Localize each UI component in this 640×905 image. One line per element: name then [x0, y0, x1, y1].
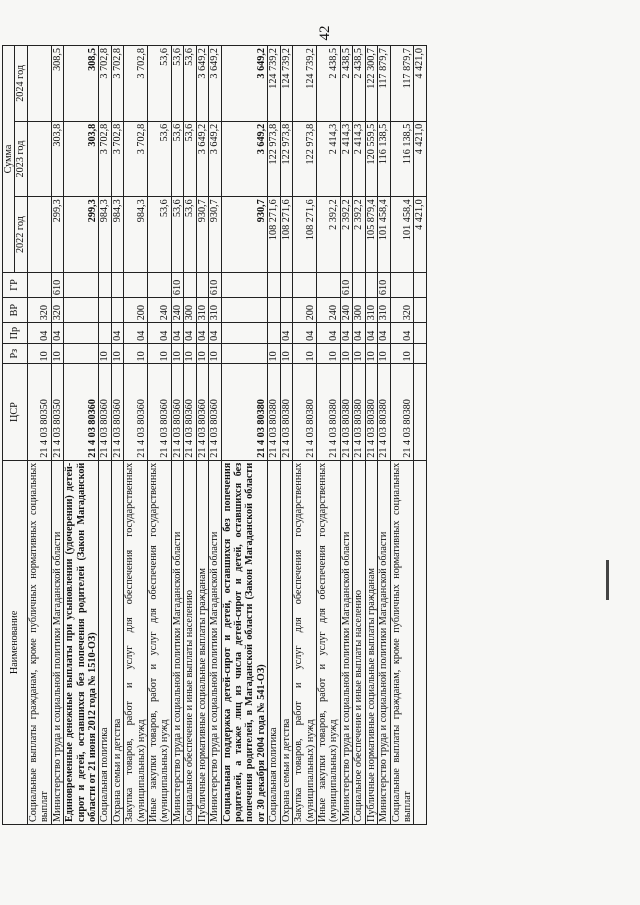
- cell-gr: [124, 272, 148, 297]
- budget-table: [2, 45, 427, 825]
- cell-gr: [221, 272, 268, 297]
- header-csr: ЦСР: [3, 364, 28, 460]
- cell-y2024: 53,6: [171, 46, 183, 122]
- cell-csr: 21 4 03 80380: [378, 364, 390, 460]
- cell-y2024: 124 739,2: [280, 46, 292, 122]
- header-pr: Пр: [3, 323, 28, 344]
- cell-y2022: 2 392,2: [316, 197, 340, 273]
- cell-vr: [414, 298, 426, 323]
- cell-pr: 04: [124, 323, 148, 344]
- table-row: [221, 46, 268, 825]
- table-header: [3, 46, 28, 825]
- cell-y2023: 122 973,8: [268, 121, 280, 197]
- cell-gr: [365, 272, 377, 297]
- cell-gr: [268, 272, 280, 297]
- header-sum: Сумма: [3, 46, 15, 273]
- cell-y2022: 105 879,4: [365, 197, 377, 273]
- cell-csr: 21 4 03 80360: [196, 364, 208, 460]
- cell-y2022: 930,7: [221, 197, 268, 273]
- table-row: [124, 46, 148, 825]
- header-gr: ГР: [3, 272, 28, 297]
- cell-y2023: 53,6: [184, 121, 196, 197]
- table-row: [99, 46, 111, 825]
- cell-name: Иные закупки товаров, работ и услуг для обеспечения государственных (муниципальных) нужд: [148, 460, 172, 824]
- table-row: [353, 46, 365, 825]
- header-vr: ВР: [3, 298, 28, 323]
- cell-gr: 610: [209, 272, 221, 297]
- cell-y2023: 2 414,3: [353, 121, 365, 197]
- cell-vr: [111, 298, 123, 323]
- table-row: [148, 46, 172, 825]
- cell-y2023: 303,8: [51, 121, 63, 197]
- cell-vr: 310: [209, 298, 221, 323]
- cell-y2022: 930,7: [209, 197, 221, 273]
- cell-y2024: [27, 46, 51, 122]
- cell-name: Социальное обеспечение и иные выплаты населению: [184, 460, 196, 824]
- cell-vr: 300: [353, 298, 365, 323]
- cell-vr: [280, 298, 292, 323]
- cell-y2024: 122 300,7: [365, 46, 377, 122]
- cell-y2023: 3 649,2: [196, 121, 208, 197]
- cell-rz: 10: [209, 343, 221, 364]
- header-name: Наименование: [3, 460, 28, 824]
- cell-name: Министерство труда и социальной политики Магаданской области: [340, 460, 352, 824]
- cell-name: Социальные выплаты гражданам, кроме публичных нормативных социальных выплат: [27, 460, 51, 824]
- cell-csr: 21 4 03 80360: [99, 364, 111, 460]
- cell-pr: 04: [209, 323, 221, 344]
- margin-mark: [606, 560, 609, 600]
- cell-vr: 310: [196, 298, 208, 323]
- cell-pr: 04: [293, 323, 317, 344]
- cell-y2023: 122 973,8: [280, 121, 292, 197]
- cell-rz: 10: [365, 343, 377, 364]
- cell-name: Министерство труда и социальной политики Магаданской области: [171, 460, 183, 824]
- cell-rz: 10: [268, 343, 280, 364]
- cell-y2022: 2 392,2: [353, 197, 365, 273]
- cell-name: Министерство труда и социальной политики Магаданской области: [51, 460, 63, 824]
- cell-gr: [148, 272, 172, 297]
- cell-y2024: 124 739,2: [268, 46, 280, 122]
- cell-y2022: 930,7: [196, 197, 208, 273]
- cell-rz: 10: [353, 343, 365, 364]
- table-row: [414, 46, 426, 825]
- cell-name: Министерство труда и социальной политики Магаданской области: [209, 460, 221, 824]
- cell-gr: [316, 272, 340, 297]
- cell-pr: 04: [111, 323, 123, 344]
- cell-y2024: 117 879,7: [390, 46, 414, 122]
- cell-y2024: 308,5: [51, 46, 63, 122]
- table-row: [64, 46, 99, 825]
- cell-vr: 320: [51, 298, 63, 323]
- cell-y2023: 116 138,5: [378, 121, 390, 197]
- cell-gr: [111, 272, 123, 297]
- cell-y2024: 2 438,5: [340, 46, 352, 122]
- cell-y2023: [27, 121, 51, 197]
- cell-rz: 10: [51, 343, 63, 364]
- cell-y2022: 53,6: [184, 197, 196, 273]
- cell-y2022: 2 392,2: [340, 197, 352, 273]
- cell-pr: 04: [27, 323, 51, 344]
- cell-y2024: 3 649,2: [196, 46, 208, 122]
- cell-rz: [221, 343, 268, 364]
- cell-rz: 10: [196, 343, 208, 364]
- cell-y2022: 4 421,0: [414, 197, 426, 273]
- cell-rz: 10: [99, 343, 111, 364]
- cell-y2022: 101 458,4: [390, 197, 414, 273]
- cell-pr: 04: [280, 323, 292, 344]
- cell-y2022: 101 458,4: [378, 197, 390, 273]
- cell-name: Единовременные денежные выплаты при усыновлении (удочерении) детей-сирот и детей, оставшихся без попечения родителей (Закон Магаданской области от 21 июня 2012 года № 1510-ОЗ): [64, 460, 99, 824]
- cell-y2022: 108 271,6: [268, 197, 280, 273]
- cell-y2023: 116 138,5: [390, 121, 414, 197]
- cell-y2023: 3 649,2: [221, 121, 268, 197]
- cell-name: Публичные нормативные социальные выплаты гражданам: [365, 460, 377, 824]
- cell-rz: 10: [148, 343, 172, 364]
- cell-gr: [99, 272, 111, 297]
- cell-vr: 320: [390, 298, 414, 323]
- cell-y2023: 2 414,3: [316, 121, 340, 197]
- cell-csr: 21 4 03 80380: [280, 364, 292, 460]
- cell-gr: [196, 272, 208, 297]
- header-2023: 2023 год: [15, 121, 27, 197]
- cell-csr: 21 4 03 80360: [184, 364, 196, 460]
- cell-y2024: 3 702,8: [111, 46, 123, 122]
- cell-y2024: 2 438,5: [316, 46, 340, 122]
- cell-rz: 10: [111, 343, 123, 364]
- cell-y2022: 108 271,6: [293, 197, 317, 273]
- cell-y2024: 53,6: [184, 46, 196, 122]
- cell-rz: 10: [27, 343, 51, 364]
- cell-gr: [184, 272, 196, 297]
- cell-pr: 04: [184, 323, 196, 344]
- cell-name: Публичные нормативные социальные выплаты гражданам: [196, 460, 208, 824]
- cell-csr: 21 4 03 80350: [27, 364, 51, 460]
- table-row: [293, 46, 317, 825]
- cell-name: Социальная поддержка детей-сирот и детей, оставшихся без попечения родителей, а также лиц из числа детей-сирот и детей, оставшихся без попечения родителей, в Магаданской области (Закон Магаданской области от 30 декабря 2004 года № 541-ОЗ): [221, 460, 268, 824]
- cell-pr: 04: [378, 323, 390, 344]
- cell-vr: [99, 298, 111, 323]
- table-row: [51, 46, 63, 825]
- cell-pr: 04: [196, 323, 208, 344]
- table-row: [268, 46, 280, 825]
- cell-pr: 04: [340, 323, 352, 344]
- cell-name: [414, 460, 426, 824]
- cell-name: Закупка товаров, работ и услуг для обеспечения государственных (муниципальных) нужд: [124, 460, 148, 824]
- cell-y2022: 299,3: [64, 197, 99, 273]
- cell-pr: 04: [353, 323, 365, 344]
- cell-y2022: 53,6: [171, 197, 183, 273]
- cell-gr: [353, 272, 365, 297]
- cell-csr: 21 4 03 80380: [316, 364, 340, 460]
- cell-rz: 10: [390, 343, 414, 364]
- cell-y2024: 117 879,7: [378, 46, 390, 122]
- cell-pr: [221, 323, 268, 344]
- cell-vr: [64, 298, 99, 323]
- cell-rz: 10: [280, 343, 292, 364]
- cell-gr: [293, 272, 317, 297]
- table-row: [111, 46, 123, 825]
- cell-y2024: 308,5: [64, 46, 99, 122]
- cell-y2023: 122 973,8: [293, 121, 317, 197]
- cell-gr: 610: [378, 272, 390, 297]
- table-row: [365, 46, 377, 825]
- cell-y2023: 4 421,0: [414, 121, 426, 197]
- header-2022: 2022 год: [15, 197, 27, 273]
- table-row: [390, 46, 414, 825]
- cell-name: Социальная политика: [268, 460, 280, 824]
- cell-csr: 21 4 03 80380: [293, 364, 317, 460]
- cell-y2023: 2 414,3: [340, 121, 352, 197]
- cell-rz: 10: [378, 343, 390, 364]
- cell-y2024: 124 739,2: [293, 46, 317, 122]
- cell-csr: 21 4 03 80360: [209, 364, 221, 460]
- cell-csr: 21 4 03 80360: [171, 364, 183, 460]
- cell-vr: 240: [171, 298, 183, 323]
- cell-y2023: 303,8: [64, 121, 99, 197]
- cell-vr: 310: [365, 298, 377, 323]
- cell-gr: 610: [51, 272, 63, 297]
- cell-name: Охрана семьи и детства: [111, 460, 123, 824]
- cell-y2022: 984,3: [111, 197, 123, 273]
- cell-gr: [280, 272, 292, 297]
- cell-pr: [64, 323, 99, 344]
- cell-pr: 04: [316, 323, 340, 344]
- cell-y2023: 53,6: [171, 121, 183, 197]
- cell-y2023: 3 702,8: [111, 121, 123, 197]
- cell-vr: 310: [378, 298, 390, 323]
- cell-vr: [221, 298, 268, 323]
- cell-csr: 21 4 03 80360: [111, 364, 123, 460]
- cell-gr: 610: [340, 272, 352, 297]
- cell-y2024: 2 438,5: [353, 46, 365, 122]
- cell-gr: [27, 272, 51, 297]
- table-row: [316, 46, 340, 825]
- cell-csr: 21 4 03 80360: [124, 364, 148, 460]
- table-row: [184, 46, 196, 825]
- cell-pr: [414, 323, 426, 344]
- cell-name: Социальное обеспечение и иные выплаты населению: [353, 460, 365, 824]
- table-row: [378, 46, 390, 825]
- cell-name: Закупка товаров, работ и услуг для обеспечения государственных (муниципальных) нужд: [293, 460, 317, 824]
- cell-y2022: [27, 197, 51, 273]
- cell-name: Министерство труда и социальной политики Магаданской области: [378, 460, 390, 824]
- cell-csr: 21 4 03 80380: [353, 364, 365, 460]
- table-row: [27, 46, 51, 825]
- cell-y2023: 3 702,8: [99, 121, 111, 197]
- cell-y2022: 108 271,6: [280, 197, 292, 273]
- cell-vr: 240: [340, 298, 352, 323]
- cell-rz: 10: [124, 343, 148, 364]
- cell-gr: 610: [171, 272, 183, 297]
- cell-csr: 21 4 03 80380: [340, 364, 352, 460]
- cell-rz: 10: [340, 343, 352, 364]
- cell-pr: 04: [171, 323, 183, 344]
- table-row: [196, 46, 208, 825]
- cell-csr: 21 4 03 80360: [148, 364, 172, 460]
- cell-y2023: 120 559,5: [365, 121, 377, 197]
- table-body: [27, 46, 426, 825]
- cell-csr: 21 4 03 80380: [268, 364, 280, 460]
- cell-y2022: 984,3: [124, 197, 148, 273]
- cell-y2024: 3 649,2: [209, 46, 221, 122]
- header-2024: 2024 год: [15, 46, 27, 122]
- cell-name: Иные закупки товаров, работ и услуг для обеспечения государственных (муниципальных) нужд: [316, 460, 340, 824]
- cell-pr: [268, 323, 280, 344]
- budget-table-rotated: [2, 45, 502, 825]
- cell-y2024: 3 649,2: [221, 46, 268, 122]
- table-row: [280, 46, 292, 825]
- header-rz: Рз: [3, 343, 28, 364]
- cell-y2023: 3 649,2: [209, 121, 221, 197]
- cell-vr: 300: [184, 298, 196, 323]
- cell-y2023: 3 702,8: [124, 121, 148, 197]
- cell-vr: 200: [124, 298, 148, 323]
- cell-name: Социальная политика: [99, 460, 111, 824]
- cell-pr: 04: [51, 323, 63, 344]
- cell-rz: 10: [184, 343, 196, 364]
- cell-csr: 21 4 03 80380: [221, 364, 268, 460]
- cell-csr: [414, 364, 426, 460]
- table-row: [209, 46, 221, 825]
- cell-pr: 04: [390, 323, 414, 344]
- cell-gr: [64, 272, 99, 297]
- cell-rz: 10: [316, 343, 340, 364]
- cell-vr: [268, 298, 280, 323]
- cell-y2024: 3 702,8: [99, 46, 111, 122]
- cell-name: Социальные выплаты гражданам, кроме публичных нормативных социальных выплат: [390, 460, 414, 824]
- cell-rz: [414, 343, 426, 364]
- cell-y2022: 984,3: [99, 197, 111, 273]
- cell-csr: 21 4 03 80360: [64, 364, 99, 460]
- cell-pr: 04: [148, 323, 172, 344]
- cell-vr: 240: [148, 298, 172, 323]
- cell-vr: 240: [316, 298, 340, 323]
- cell-pr: [99, 323, 111, 344]
- cell-rz: 10: [293, 343, 317, 364]
- cell-y2023: 53,6: [148, 121, 172, 197]
- cell-vr: 320: [27, 298, 51, 323]
- cell-csr: 21 4 03 80350: [51, 364, 63, 460]
- cell-csr: 21 4 03 80380: [365, 364, 377, 460]
- cell-csr: 21 4 03 80380: [390, 364, 414, 460]
- cell-rz: 10: [171, 343, 183, 364]
- cell-y2024: 3 702,8: [124, 46, 148, 122]
- cell-y2024: 53,6: [148, 46, 172, 122]
- page-number: 42: [317, 25, 333, 41]
- table-row: [171, 46, 183, 825]
- cell-gr: [390, 272, 414, 297]
- cell-y2024: 4 421,0: [414, 46, 426, 122]
- cell-name: Охрана семьи и детства: [280, 460, 292, 824]
- cell-rz: [64, 343, 99, 364]
- cell-y2022: 299,3: [51, 197, 63, 273]
- cell-vr: 200: [293, 298, 317, 323]
- cell-y2022: 53,6: [148, 197, 172, 273]
- cell-gr: [414, 272, 426, 297]
- table-row: [340, 46, 352, 825]
- cell-pr: 04: [365, 323, 377, 344]
